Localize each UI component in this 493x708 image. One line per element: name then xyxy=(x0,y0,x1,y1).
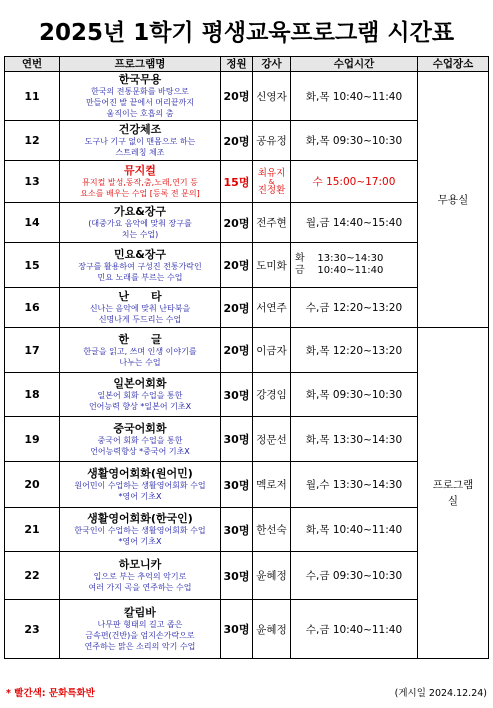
instructor-ampersand: & xyxy=(268,177,275,186)
table-row xyxy=(5,552,489,600)
capacity: 30명 xyxy=(221,417,253,462)
capacity: 20명 xyxy=(221,243,253,288)
program-desc: 움직이는 호흡의 춤 xyxy=(106,109,174,118)
instructor: 공유정 xyxy=(253,121,291,161)
instructor-name: 진정환 xyxy=(257,184,286,196)
class-time-line: 화 13:30~14:30 xyxy=(295,253,384,264)
capacity: 15명 xyxy=(221,161,253,203)
program-name: 뮤지컬 xyxy=(124,164,156,177)
program-name: 칼림바 xyxy=(124,606,156,619)
program-desc: *영어 기초X xyxy=(118,537,162,546)
program-desc: 뮤지컬 발성,동작,춤,노래,연기 등 xyxy=(82,178,198,187)
program-desc: 입으로 부는 추억의 악기로 xyxy=(93,572,187,581)
program-desc: (대중가요 음악에 맞춰 장구를 xyxy=(88,219,192,228)
program-desc: 장구를 활용하여 구성진 전통가락인 xyxy=(78,261,202,271)
header-row xyxy=(5,57,489,72)
instructor: 윤혜정 xyxy=(253,552,291,600)
row-number: 20 xyxy=(5,462,60,508)
program-desc: 언어능력 향상 *일본어 기초X xyxy=(88,402,192,411)
location-label: 무용실 xyxy=(437,193,469,206)
capacity: 20명 xyxy=(221,203,253,243)
location-label: 프로그램 xyxy=(432,479,474,491)
program-name: 가요&장구 xyxy=(113,205,167,218)
class-time: 화,목 09:30~10:30 xyxy=(291,373,418,417)
table-row xyxy=(5,373,489,417)
capacity: 30명 xyxy=(221,462,253,508)
program-desc: 한국인이 수업하는 생활영어회화 수업 xyxy=(74,526,206,535)
row-number: 12 xyxy=(5,121,60,161)
program-desc: *영어 기초X xyxy=(118,492,162,501)
red-color-footnote: * 빨간색: 문화특화반 xyxy=(6,688,95,699)
table-row xyxy=(5,72,489,121)
class-time: 월,수 13:30~14:30 xyxy=(291,462,418,508)
program-cell xyxy=(60,288,221,328)
row-number: 19 xyxy=(5,417,60,462)
class-time: 화,목 12:20~13:20 xyxy=(291,328,418,373)
class-time: 수,금 09:30~10:30 xyxy=(291,552,418,600)
row-number: 22 xyxy=(5,552,60,600)
program-desc: 금속편(건반)을 엄지손가락으로 xyxy=(85,631,195,640)
capacity: 20명 xyxy=(221,121,253,161)
program-cell xyxy=(60,552,221,600)
program-cell xyxy=(60,243,221,288)
program-desc: 한국의 전통문화를 바탕으로 xyxy=(91,87,189,96)
capacity: 30명 xyxy=(221,508,253,552)
header-location: 수업장소 xyxy=(418,57,489,72)
table-row-culture-special xyxy=(5,161,489,203)
capacity: 30명 xyxy=(221,373,253,417)
location-program-room xyxy=(418,328,489,659)
table-row xyxy=(5,417,489,462)
instructor: 윤혜정 xyxy=(253,600,291,659)
capacity: 30명 xyxy=(221,552,253,600)
class-time: 화,목 10:40~11:40 xyxy=(291,508,418,552)
class-time: 화,목 13:30~14:30 xyxy=(291,417,418,462)
table-row xyxy=(5,203,489,243)
program-desc: 신나는 음악에 맞춰 난타북을 xyxy=(89,304,191,313)
header-capacity: 정원 xyxy=(221,57,253,72)
program-cell xyxy=(60,72,221,121)
program-cell xyxy=(60,121,221,161)
program-cell xyxy=(60,328,221,373)
class-time: 수,금 12:20~13:20 xyxy=(291,288,418,328)
table-row xyxy=(5,121,489,161)
table-row xyxy=(5,243,489,288)
header-instructor: 강사 xyxy=(253,57,291,72)
table-row xyxy=(5,328,489,373)
program-cell xyxy=(60,508,221,552)
instructor: 도미화 xyxy=(253,243,291,288)
capacity: 20명 xyxy=(221,72,253,121)
program-cell xyxy=(60,373,221,417)
program-desc: 한글을 읽고, 쓰며 인생 이야기를 xyxy=(83,346,197,356)
program-desc: 만들어진 발 끝에서 머리끝까지 xyxy=(85,98,195,107)
page-title: 2025년 1학기 평생교육프로그램 시간표 xyxy=(38,20,455,46)
row-number: 15 xyxy=(5,243,60,288)
instructor: 서연주 xyxy=(253,288,291,328)
header-no: 연번 xyxy=(5,57,60,72)
program-desc: 신명나게 두드리는 수업 xyxy=(98,315,182,324)
row-number: 16 xyxy=(5,288,60,328)
capacity: 30명 xyxy=(221,600,253,659)
program-desc: 요소를 배우는 수업 [등록 전 문의] xyxy=(80,189,200,198)
row-number: 18 xyxy=(5,373,60,417)
class-time: 수 15:00~17:00 xyxy=(291,161,418,203)
instructor: 신영자 xyxy=(253,72,291,121)
class-time-line: 금 10:40~11:40 xyxy=(295,265,384,276)
row-number: 21 xyxy=(5,508,60,552)
program-name: 생활영어회화(원어민) xyxy=(87,467,193,480)
table-row xyxy=(5,288,489,328)
row-number: 14 xyxy=(5,203,60,243)
program-desc: 도구나 기구 없이 맨몸으로 하는 xyxy=(84,137,196,146)
capacity: 20명 xyxy=(221,328,253,373)
table-row xyxy=(5,462,489,508)
schedule-table xyxy=(4,56,489,659)
program-desc: 나무판 형태의 길고 좁은 xyxy=(97,620,183,629)
program-cell xyxy=(60,417,221,462)
program-desc: 치는 수업) xyxy=(121,230,159,239)
table-row xyxy=(5,600,489,659)
instructor: 전주현 xyxy=(253,203,291,243)
program-name: 일본어회화 xyxy=(113,377,167,390)
program-name: 민요&장구 xyxy=(113,247,167,261)
program-name: 생활영어회화(한국인) xyxy=(87,512,193,525)
program-desc: 일본어 회화 수업을 통한 xyxy=(97,391,183,400)
location-dance-room xyxy=(418,72,489,328)
header-program: 프로그램명 xyxy=(60,57,221,72)
program-desc: 중국어 회화 수업을 통한 xyxy=(97,435,183,445)
class-time: 월,금 14:40~15:40 xyxy=(291,203,418,243)
program-desc: 스트레칭 체조 xyxy=(115,148,165,157)
row-number: 13 xyxy=(5,161,60,203)
instructor: 멕로저 xyxy=(253,462,291,508)
program-name: 한 글 xyxy=(118,332,162,346)
capacity: 20명 xyxy=(221,288,253,328)
program-desc: 원어민이 수업하는 생활영어회화 수업 xyxy=(74,481,206,490)
program-desc: 나누는 수업 xyxy=(119,357,161,367)
location-label: 실 xyxy=(447,495,459,507)
instructor: 한선숙 xyxy=(253,508,291,552)
class-time: 화,목 09:30~10:30 xyxy=(291,121,418,161)
class-time: 수,금 10:40~11:40 xyxy=(291,600,418,659)
program-cell xyxy=(60,600,221,659)
table-row xyxy=(5,508,489,552)
instructor xyxy=(253,161,291,203)
program-name: 중국어회화 xyxy=(113,421,167,435)
instructor: 강경임 xyxy=(253,373,291,417)
posted-date: (게시일 2024.12.24) xyxy=(394,688,487,699)
program-cell xyxy=(60,203,221,243)
row-number: 17 xyxy=(5,328,60,373)
instructor-name: 최유지 xyxy=(257,167,286,179)
program-name: 하모니카 xyxy=(118,558,162,571)
program-name: 난 타 xyxy=(118,290,162,303)
program-name: 건강체조 xyxy=(118,123,162,136)
program-name: 한국무용 xyxy=(118,73,162,86)
class-time: 화,목 10:40~11:40 xyxy=(291,72,418,121)
row-number: 23 xyxy=(5,600,60,659)
class-time xyxy=(291,243,418,288)
instructor: 정문선 xyxy=(253,417,291,462)
instructor: 이금자 xyxy=(253,328,291,373)
program-desc: 언어능력향상 *중국어 기초X xyxy=(90,446,190,456)
row-number: 11 xyxy=(5,72,60,121)
program-cell xyxy=(60,462,221,508)
program-cell xyxy=(60,161,221,203)
header-time: 수업시간 xyxy=(291,57,418,72)
program-desc: 여러 가지 곡을 연주하는 수업 xyxy=(88,583,192,592)
program-desc: 민요 노래를 부르는 수업 xyxy=(97,272,183,282)
program-desc: 연주하는 맑은 소리의 악기 수업 xyxy=(84,642,196,651)
